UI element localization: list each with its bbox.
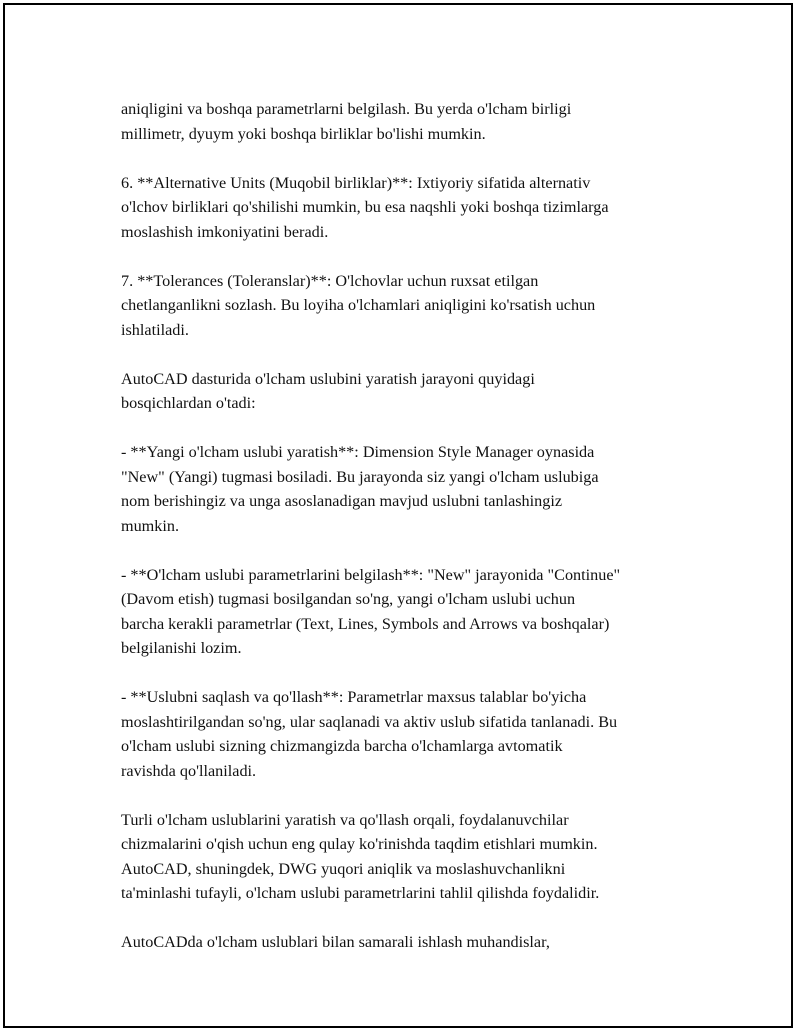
text-line: millimetr, dyuym yoki boshqa birliklar bo'lishi mumkin. bbox=[121, 124, 486, 143]
text-line: nom berishingiz va unga asoslanadigan mavjud uslubni tanlashingiz bbox=[121, 492, 563, 510]
text-line: ta'minlashi tufayli, o'lcham uslubi parametrlarini tahlil qilishda foydalidir. bbox=[121, 884, 600, 902]
paragraph bbox=[121, 685, 721, 783]
paragraph bbox=[121, 171, 721, 245]
text-line: mumkin. bbox=[121, 516, 180, 535]
text-line: moslashtirilgandan so'ng, ular saqlanadi va aktiv uslub sifatida tanlanadi. Bu bbox=[121, 712, 618, 731]
paragraph bbox=[121, 97, 721, 146]
paragraph bbox=[121, 930, 721, 955]
document-body bbox=[121, 97, 721, 979]
text-line: chizmalarini o'qish uchun eng qulay ko'rinishda taqdim etishlari mumkin. bbox=[121, 835, 598, 853]
text-line: 6. **Alternative Units (Muqobil birliklar)**: Ixtiyoriy sifatida alternativ bbox=[121, 173, 591, 192]
text-line: ravishda qo'llaniladi. bbox=[121, 761, 257, 780]
text-line: barcha kerakli parametrlar (Text, Lines, Symbols and Arrows va boshqalar) bbox=[121, 614, 610, 633]
text-line: o'lchov birliklari qo'shilishi mumkin, bu esa naqshli yoki boshqa tizimlarga bbox=[121, 198, 609, 216]
text-line: belgilanishi lozim. bbox=[121, 639, 242, 657]
text-line: Turli o'lcham uslublarini yaratish va qo'llash orqali, foydalanuvchilar bbox=[121, 810, 569, 829]
paragraph bbox=[121, 440, 721, 538]
text-line: AutoCAD dasturida o'lcham uslubini yaratish jarayoni quyidagi bbox=[121, 369, 535, 388]
text-line: AutoCAD, shuningdek, DWG yuqori aniqlik va moslashuvchanlikni bbox=[121, 859, 566, 878]
text-line: (Davom etish) tugmasi bosilgandan so'ng, yangi o'lcham uslubi uchun bbox=[121, 590, 576, 608]
paragraph bbox=[121, 367, 721, 416]
page-frame bbox=[3, 3, 793, 1028]
text-line: 7. **Tolerances (Toleranslar)**: O'lchovlar uchun ruxsat etilgan bbox=[121, 271, 539, 290]
text-line: moslashish imkoniyatini beradi. bbox=[121, 222, 329, 241]
text-line: - **Yangi o'lcham uslubi yaratish**: Dimension Style Manager oynasida bbox=[121, 443, 595, 461]
paragraph bbox=[121, 808, 721, 906]
text-line: bosqichlardan o'tadi: bbox=[121, 394, 256, 412]
paragraph bbox=[121, 563, 721, 661]
text-line: - **O'lcham uslubi parametrlarini belgilash**: "New" jarayonida "Continue" bbox=[121, 565, 621, 584]
text-line: "New" (Yangi) tugmasi bosiladi. Bu jarayonda siz yangi o'lcham uslubiga bbox=[121, 467, 599, 486]
text-line: aniqligini va boshqa parametrlarni belgilash. Bu yerda o'lcham birligi bbox=[121, 100, 572, 118]
text-line: AutoCADda o'lcham uslublari bilan samarali ishlash muhandislar, bbox=[121, 933, 550, 951]
text-line: - **Uslubni saqlash va qo'llash**: Parametrlar maxsus talablar bo'yicha bbox=[121, 688, 587, 706]
text-line: o'lcham uslubi sizning chizmangizda barcha o'lchamlarga avtomatik bbox=[121, 737, 563, 755]
text-line: chetlanganlikni sozlash. Bu loyiha o'lchamlari aniqligini ko'rsatish uchun bbox=[121, 296, 596, 314]
paragraph bbox=[121, 269, 721, 343]
text-line: ishlatiladi. bbox=[121, 320, 189, 339]
